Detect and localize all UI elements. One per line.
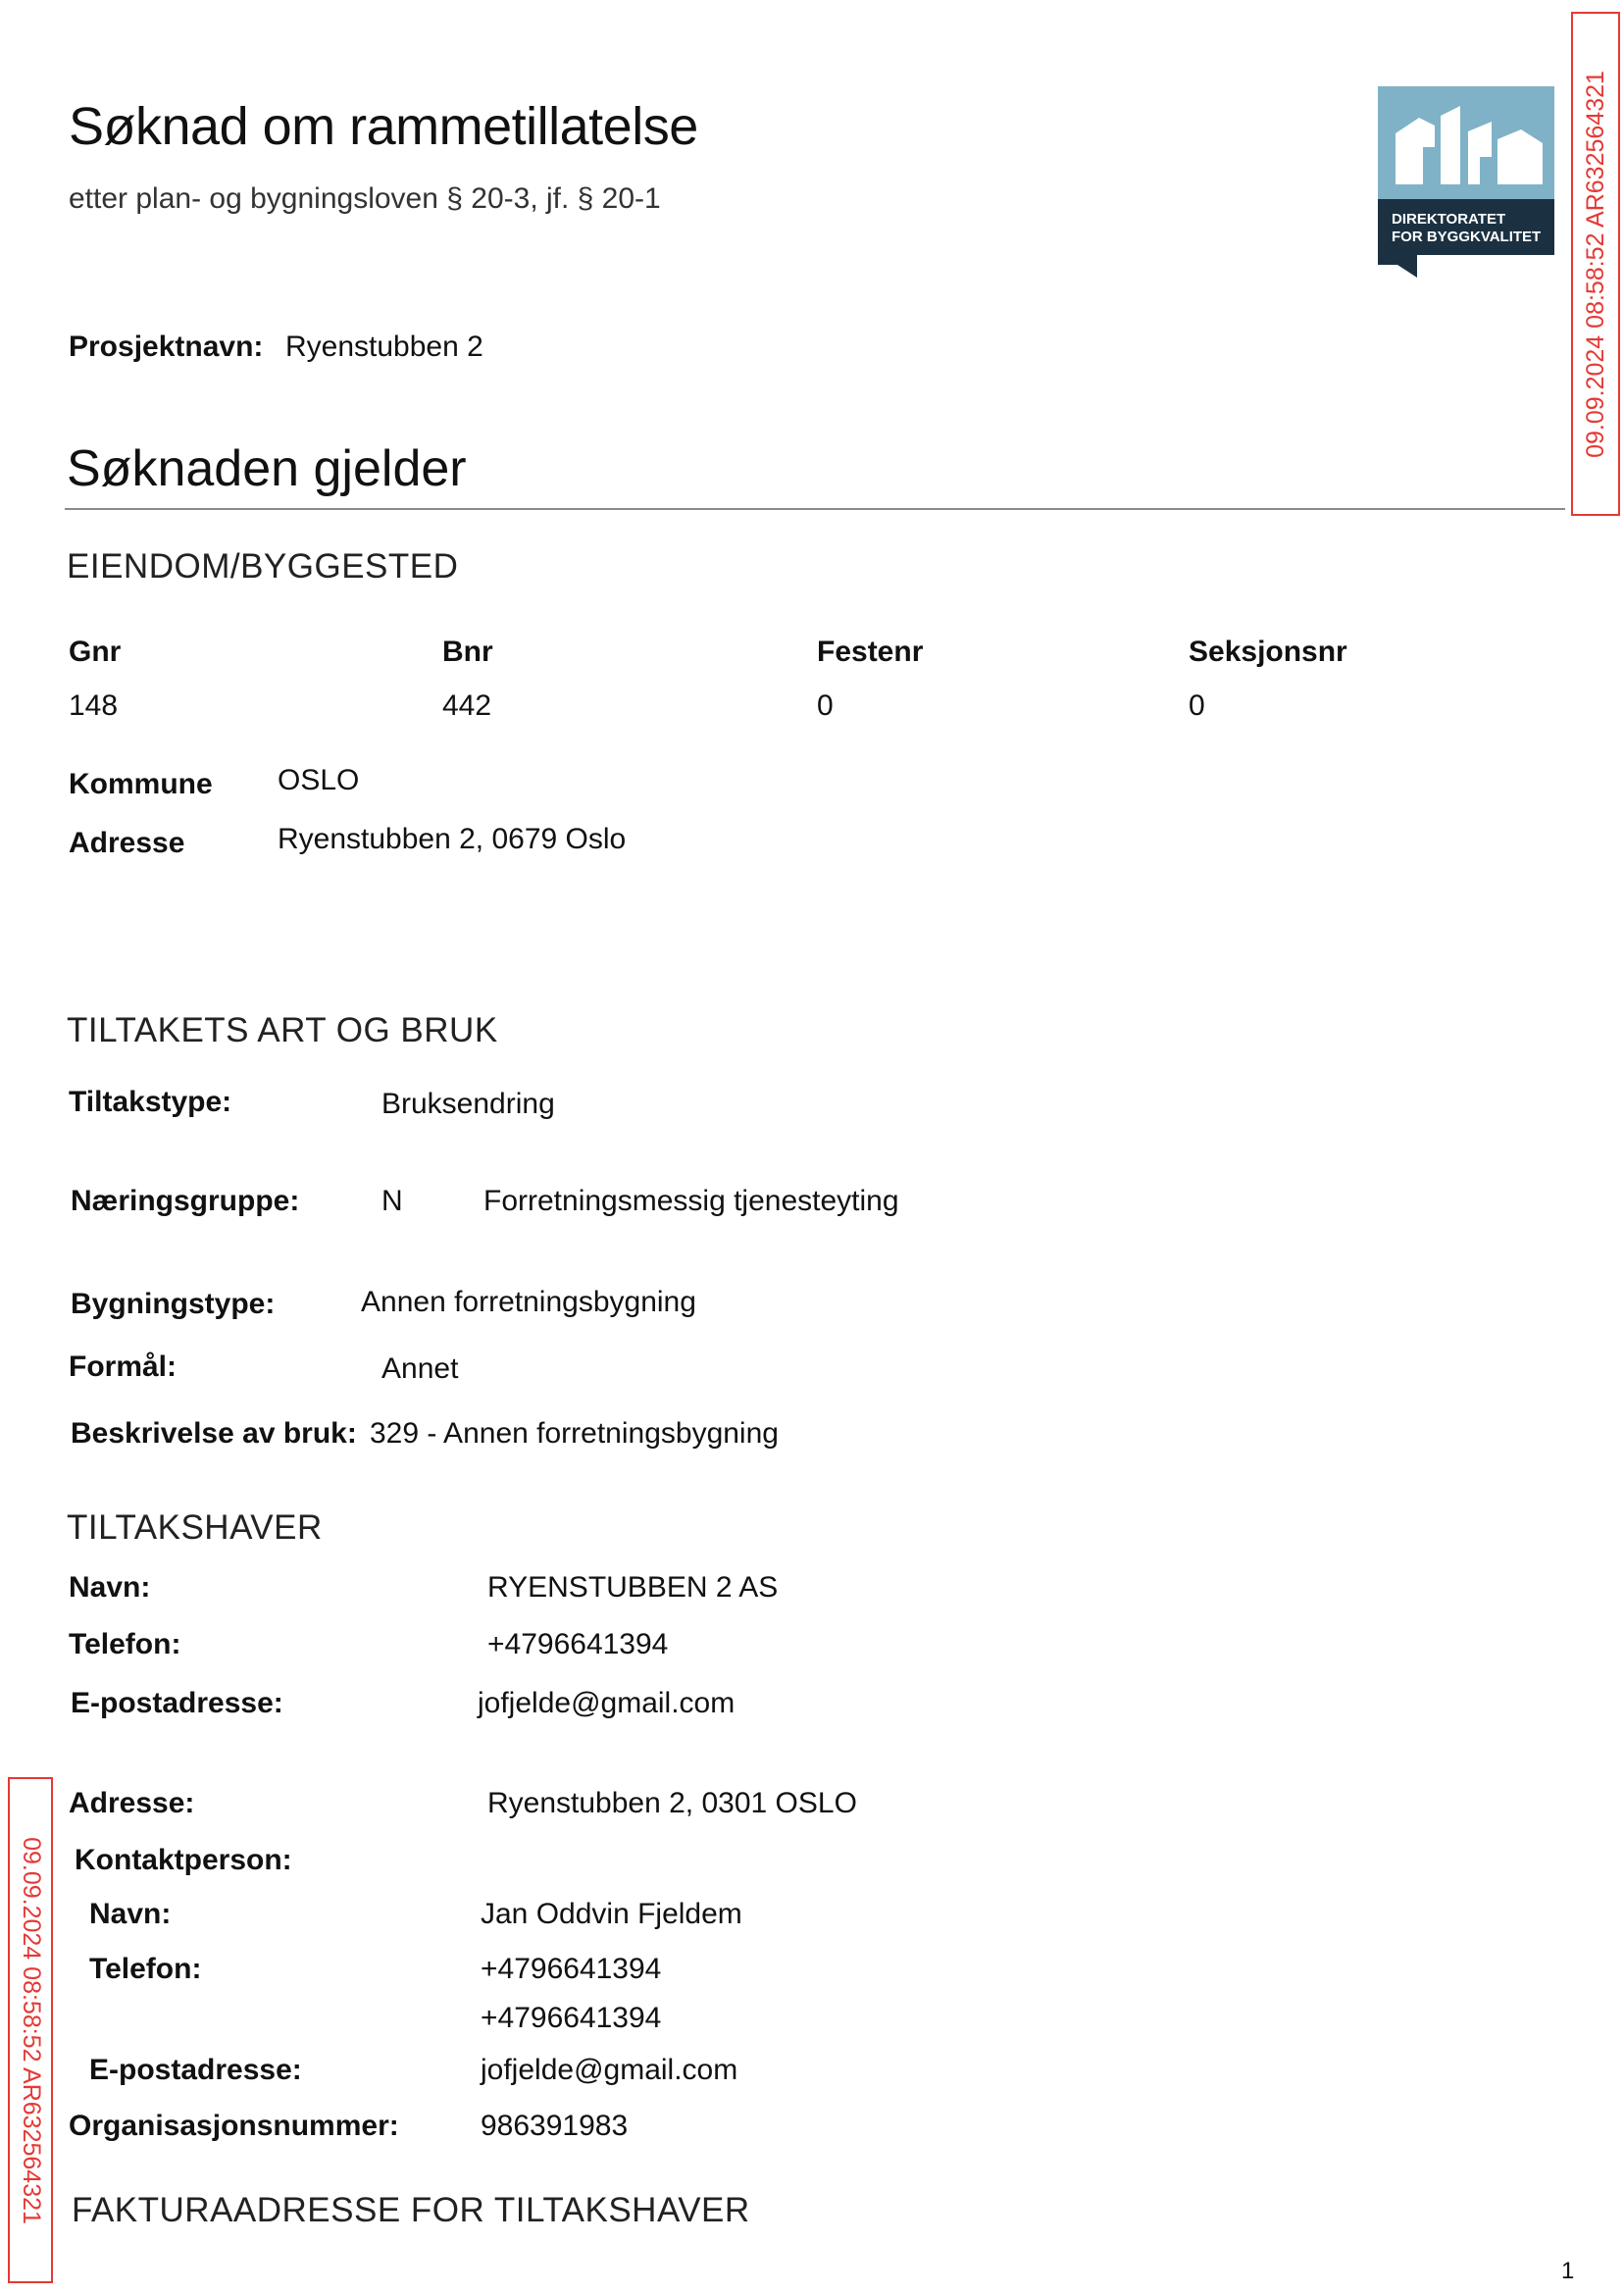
logo-text-line1: DIREKTORATET (1392, 211, 1506, 228)
tiltakstype-value: Bruksendring (381, 1088, 555, 1120)
kontakt-telefon-value-2: +4796641394 (481, 2002, 662, 2034)
tiltakshaver-epost-value: jofjelde@gmail.com (478, 1687, 736, 1719)
section-title-tiltak: TILTAKETS ART OG BRUK (67, 1011, 498, 1049)
naeringsgruppe-label: Næringsgruppe: (71, 1185, 300, 1217)
adresse-value: Ryenstubben 2, 0679 Oslo (278, 823, 627, 855)
section-heading: Søknaden gjelder (67, 440, 467, 497)
timestamp-stamp-left (8, 1777, 53, 2283)
tiltakshaver-adresse-label: Adresse: (69, 1787, 195, 1819)
kontakt-navn-value: Jan Oddvin Fjeldem (481, 1898, 742, 1930)
bnr-value: 442 (442, 689, 492, 722)
tiltakshaver-telefon-label: Telefon: (69, 1628, 181, 1660)
tiltakshaver-telefon-value: +4796641394 (487, 1628, 669, 1660)
dibk-logo (1378, 86, 1554, 278)
seksjonsnr-value: 0 (1189, 689, 1205, 722)
beskrivelse-label: Beskrivelse av bruk: (71, 1417, 357, 1450)
section-title-tiltakshaver: TILTAKSHAVER (67, 1508, 323, 1547)
beskrivelse-value: 329 - Annen forretningsbygning (370, 1417, 779, 1450)
bygningstype-label: Bygningstype: (71, 1288, 276, 1320)
seksjonsnr-label: Seksjonsnr (1189, 636, 1347, 668)
section-title-eiendom: EIENDOM/BYGGESTED (67, 547, 459, 586)
tiltakshaver-adresse-value: Ryenstubben 2, 0301 OSLO (487, 1787, 857, 1819)
page-number: 1 (1561, 2258, 1575, 2284)
kontakt-telefon-value-1: +4796641394 (481, 1953, 662, 1985)
formaal-label: Formål: (69, 1351, 178, 1383)
gnr-label: Gnr (69, 636, 122, 668)
adresse-label: Adresse (69, 827, 185, 859)
kontakt-navn-label: Navn: (89, 1898, 172, 1930)
kommune-value: OSLO (278, 764, 360, 796)
stamp-text: 09.09.2024 08:58:52 AR632564321 (17, 1836, 45, 2224)
kontakt-telefon-label: Telefon: (89, 1953, 202, 1985)
project-name-label: Prosjektnavn: (69, 331, 264, 363)
kontaktperson-label: Kontaktperson: (75, 1844, 292, 1876)
stamp-text: 09.09.2024 08:58:52 AR632564321 (1581, 70, 1609, 458)
kontakt-epost-value: jofjelde@gmail.com (481, 2054, 738, 2086)
orgnr-value: 986391983 (481, 2110, 629, 2142)
naeringsgruppe-code: N (381, 1185, 403, 1217)
bnr-label: Bnr (442, 636, 493, 668)
heading-divider (65, 508, 1565, 510)
timestamp-stamp-right (1571, 12, 1620, 516)
festenr-label: Festenr (817, 636, 924, 668)
tiltakshaver-navn-label: Navn: (69, 1571, 151, 1604)
project-name-value: Ryenstubben 2 (285, 331, 483, 363)
tiltakshaver-epost-label: E-postadresse: (71, 1687, 283, 1719)
kontakt-epost-label: E-postadresse: (89, 2054, 302, 2086)
document-title: Søknad om rammetillatelse (69, 97, 698, 156)
orgnr-label: Organisasjonsnummer: (69, 2110, 399, 2142)
formaal-value: Annet (381, 1352, 459, 1385)
festenr-value: 0 (817, 689, 834, 722)
tiltakshaver-navn-value: RYENSTUBBEN 2 AS (487, 1571, 779, 1604)
naeringsgruppe-value: Forretningsmessig tjenesteyting (483, 1185, 899, 1217)
section-title-faktura: FAKTURAADRESSE FOR TILTAKSHAVER (72, 2191, 750, 2229)
bygningstype-value: Annen forretningsbygning (361, 1286, 696, 1318)
document-subtitle: etter plan- og bygningsloven § 20-3, jf. § 20-1 (69, 182, 661, 215)
logo-text-line2: FOR BYGGKVALITET (1392, 229, 1542, 245)
gnr-value: 148 (69, 689, 119, 722)
kommune-label: Kommune (69, 768, 213, 800)
tiltakstype-label: Tiltakstype: (69, 1086, 232, 1118)
